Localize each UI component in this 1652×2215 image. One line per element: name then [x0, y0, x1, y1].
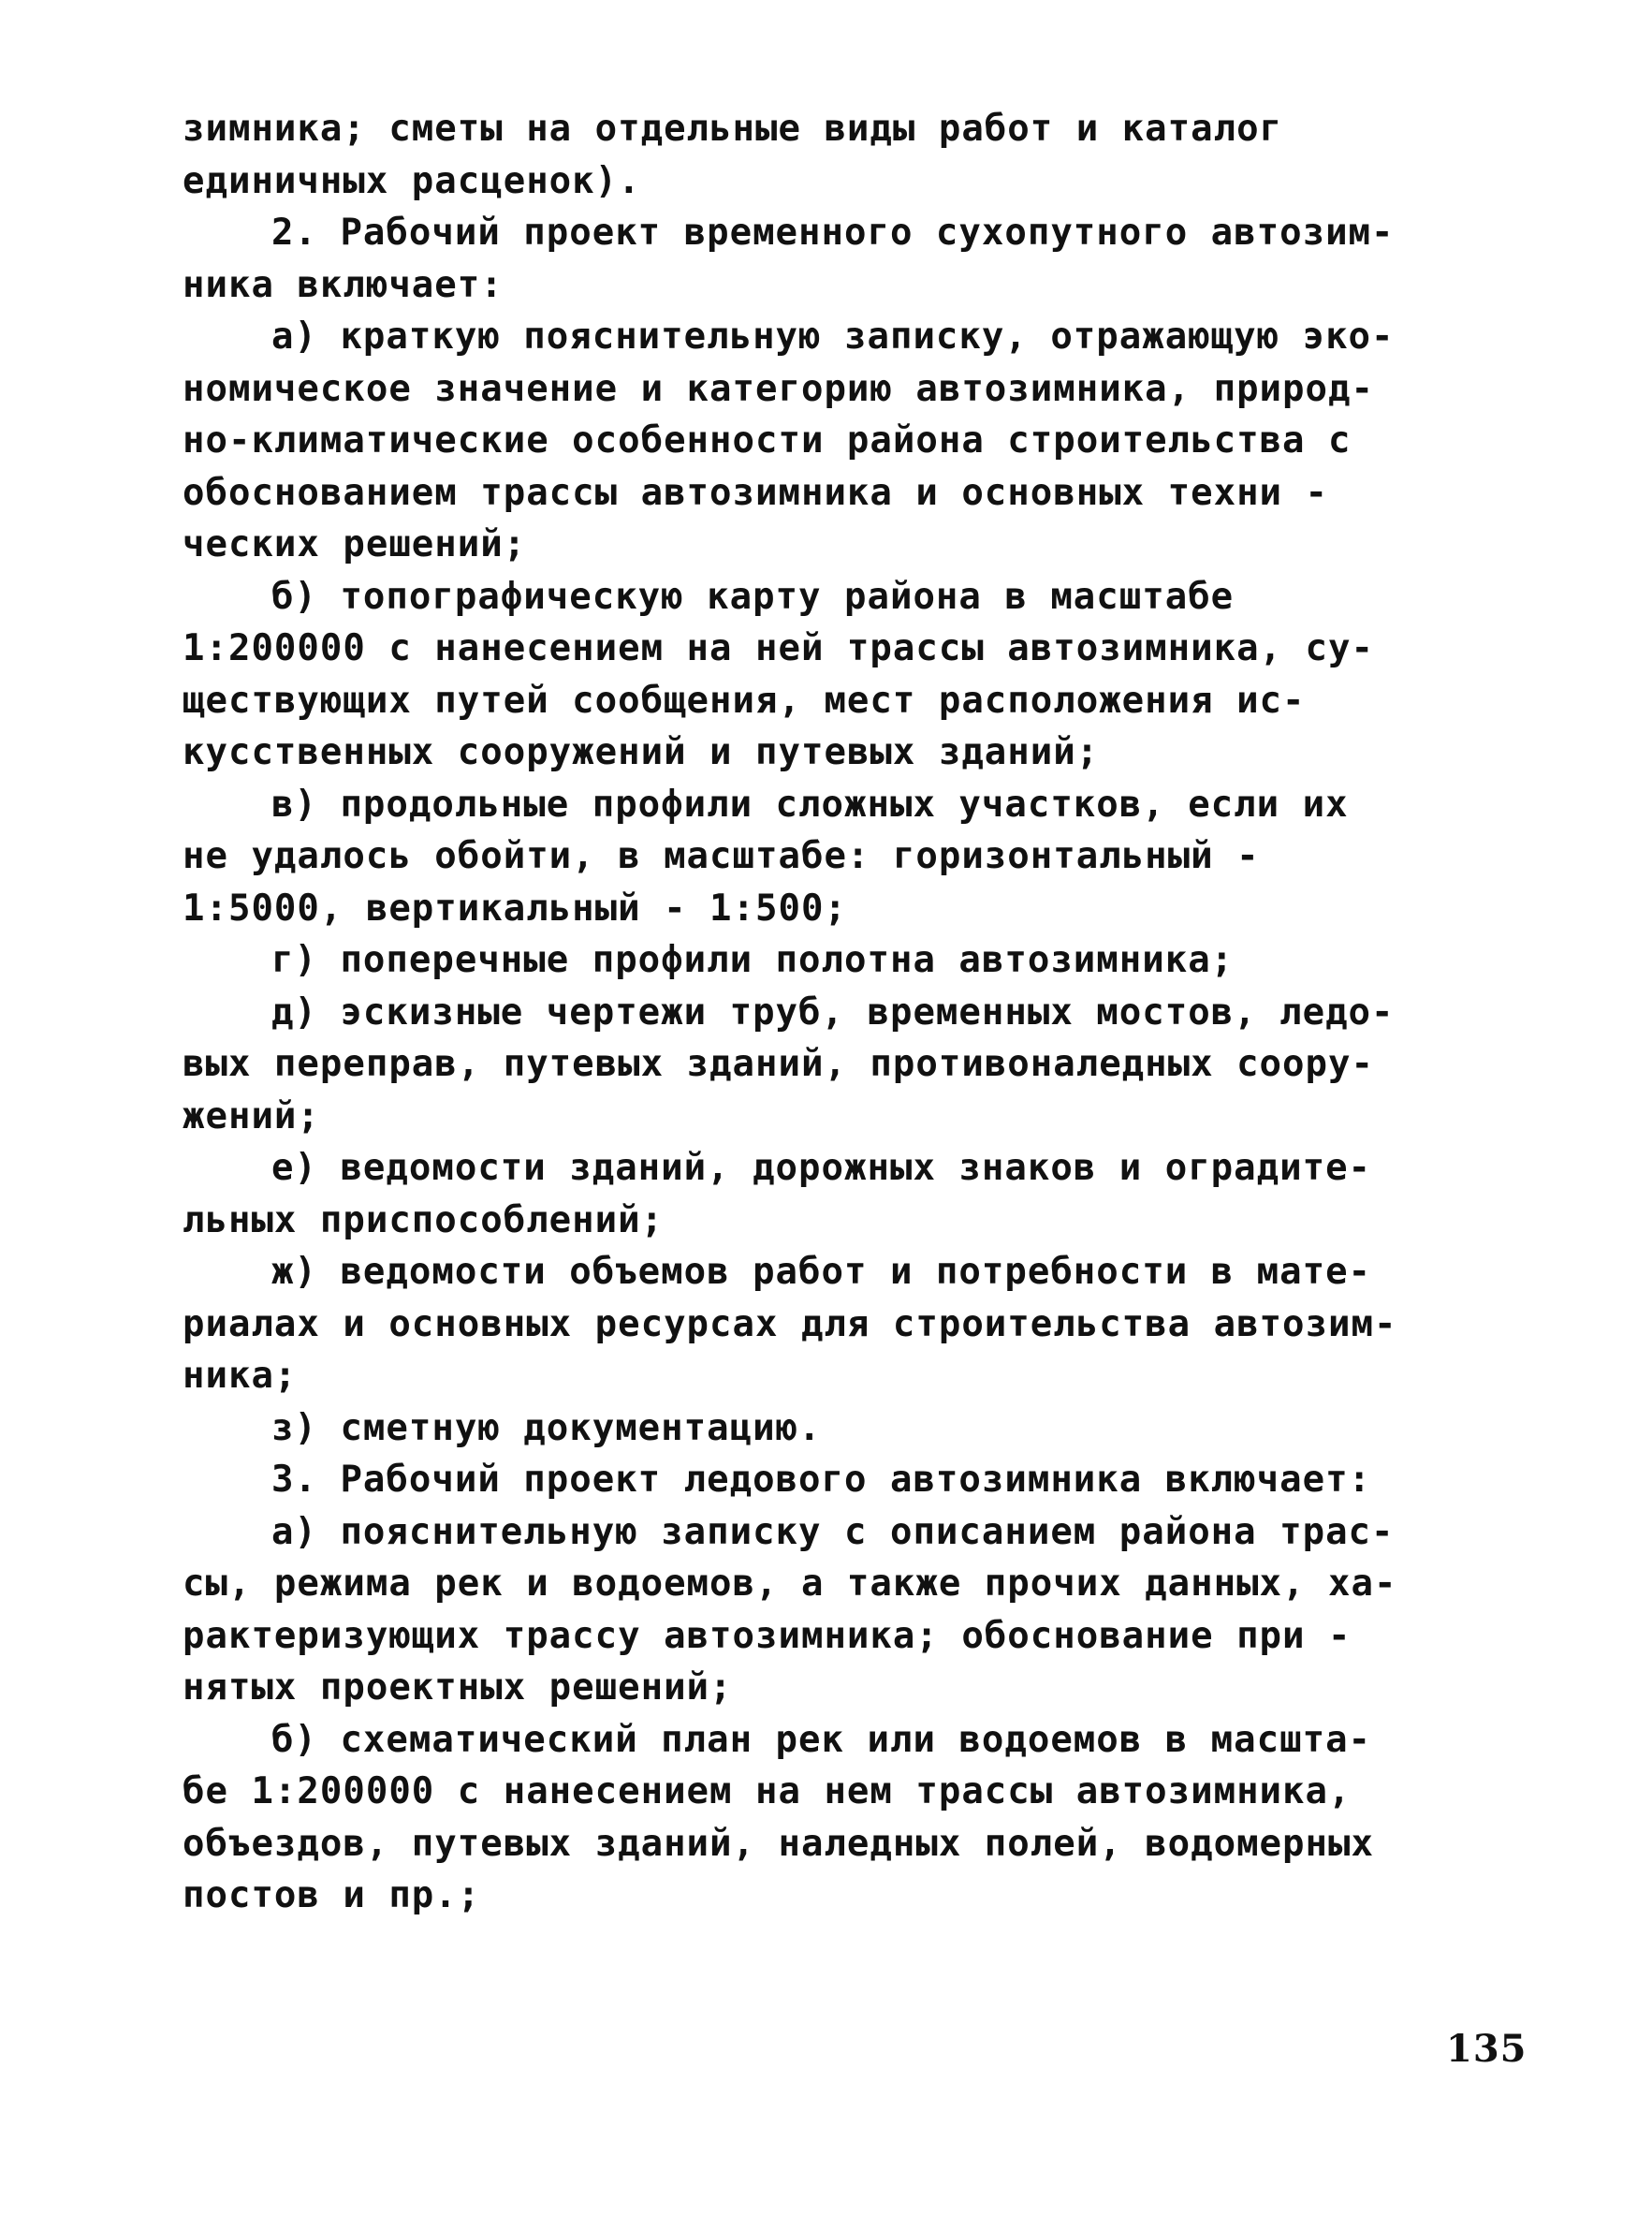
text-line: 3. Рабочий проект ледового автозимника включает: [271, 1459, 1372, 1501]
text-line: не удалось обойти, в масштабе: горизонтальный - [183, 835, 1260, 877]
text-line: льных приспособлений; [183, 1198, 665, 1241]
text-line: но-климатические особенности района строительства с [183, 419, 1352, 462]
text-line: номическое значение и категорию автозимника, природ- [183, 367, 1374, 410]
text-line: ника включает: [183, 263, 504, 306]
text-line: ческих решений; [183, 523, 527, 565]
text-line: постов и пр.; [183, 1874, 481, 1916]
text-line: вых переправ, путевых зданий, противоналедных соору- [183, 1043, 1374, 1085]
text-line: г) поперечные профили полотна автозимника; [271, 939, 1235, 981]
body-text [183, 103, 1521, 1922]
text-line: 2. Рабочий проект временного сухопутного автозим- [271, 212, 1395, 254]
text-line: в) продольные профили сложных участков, если их [271, 783, 1349, 826]
text-line: а) краткую пояснительную записку, отражающую эко- [271, 315, 1395, 358]
text-line: сы, режима рек и водоемов, а также прочих данных, ха- [183, 1562, 1397, 1605]
text-line: е) ведомости зданий, дорожных знаков и оградите- [271, 1147, 1372, 1189]
text-line: 1:200000 с нанесением на ней трассы автозимника, су- [183, 627, 1374, 669]
text-line: риалах и основных ресурсах для строительства автозим- [183, 1302, 1397, 1345]
text-line: а) пояснительную записку с описанием района трас- [271, 1510, 1395, 1553]
text-line: ж) ведомости объемов работ и потребности в мате- [271, 1251, 1372, 1293]
text-line: ника; [183, 1355, 298, 1397]
text-line: з) сметную документацию. [271, 1406, 822, 1449]
text-line: кусственных сооружений и путевых зданий; [183, 731, 1100, 773]
text-line: б) топографическую карту района в масштабе [271, 575, 1235, 618]
text-line: 1:5000, вертикальный - 1:500; [183, 887, 847, 930]
text-line: рактеризующих трассу автозимника; обоснование при - [183, 1614, 1352, 1657]
text-line: бе 1:200000 с нанесением на нем трассы автозимника, [183, 1770, 1352, 1812]
text-line: д) эскизные чертежи труб, временных мостов, ледо- [271, 990, 1395, 1034]
text-line: жений; [183, 1094, 320, 1137]
text-line: нятых проектных решений; [183, 1666, 733, 1709]
page-number: 135 [1446, 2027, 1528, 2071]
text-line: ществующих путей сообщения, мест расположения ис- [183, 679, 1306, 722]
text-line: объездов, путевых зданий, наледных полей, водомерных [183, 1822, 1374, 1865]
text-line: обоснованием трассы автозимника и основных техни - [183, 471, 1328, 514]
text-line: зимника; сметы на отдельные виды работ и каталог [183, 108, 1283, 150]
text-line: единичных расценок). [183, 159, 641, 202]
text-line: б) схематический план рек или водоемов в масшта- [271, 1718, 1372, 1761]
